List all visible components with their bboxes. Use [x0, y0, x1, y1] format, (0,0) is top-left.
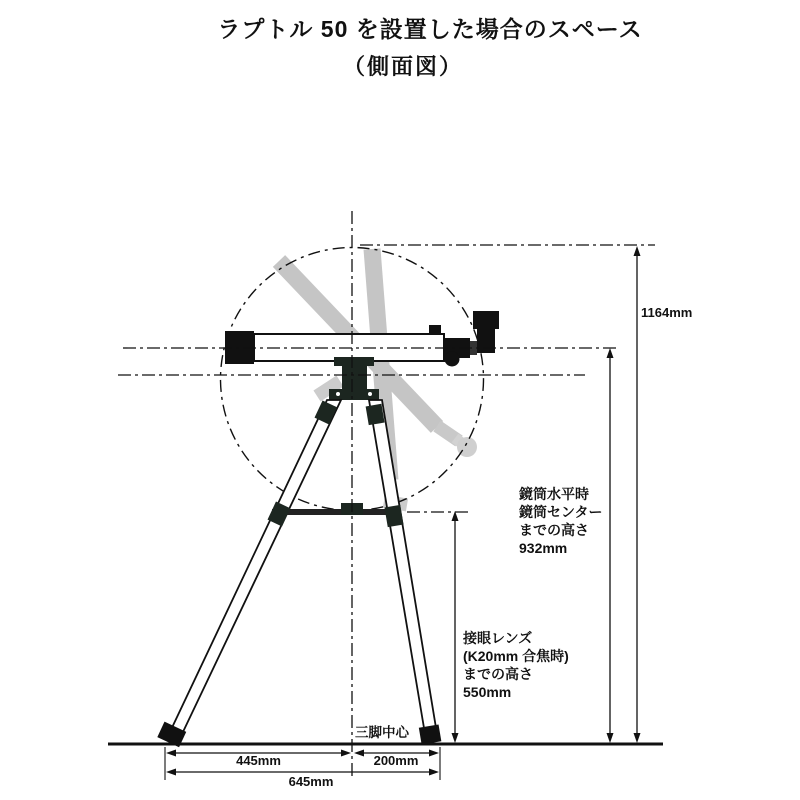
tube-center-height-note — [519, 485, 602, 557]
tripod-leg-left — [169, 400, 341, 734]
note-line: までの高さ — [463, 666, 533, 682]
note-line: 接眼レンズ — [463, 630, 533, 646]
star-diagonal — [477, 327, 495, 353]
page-subtitle: （側面図） — [342, 54, 463, 79]
note-line: 鏡筒水平時 — [519, 486, 589, 502]
tripod — [169, 400, 437, 734]
eyepiece — [473, 311, 499, 329]
tripod-leg-right — [369, 400, 437, 734]
finder-mount — [429, 325, 441, 334]
accessory-tray — [272, 509, 398, 515]
note-line: 鏡筒センター — [519, 504, 603, 520]
total-height-label: 1164mm — [641, 305, 693, 320]
tripod-center-label: 三脚中心 — [355, 725, 409, 740]
note-value: 550mm — [463, 684, 512, 700]
page-title: ラプトル 50 を設置した場合のスペース — [217, 16, 643, 42]
right-span-label: 200mm — [373, 753, 419, 768]
total-span-label: 645mm — [288, 774, 334, 789]
eyepiece-height-note — [463, 629, 569, 701]
note-line: までの高さ — [519, 522, 589, 538]
left-span-label: 445mm — [236, 753, 281, 768]
note-value: 932mm — [519, 540, 568, 556]
note-line: (K20mm 合焦時) — [463, 648, 569, 664]
focus-knob — [445, 352, 460, 367]
